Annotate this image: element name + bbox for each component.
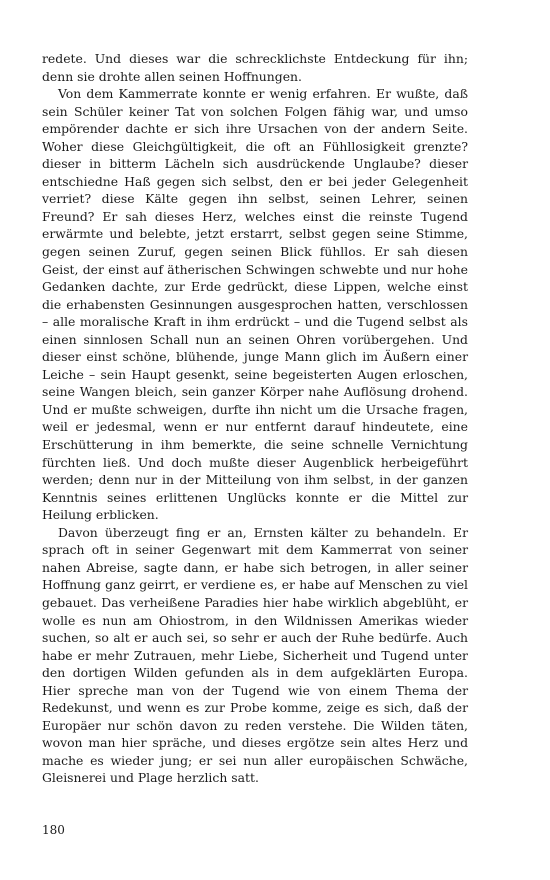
page-body — [42, 50, 468, 787]
paragraph-kammerrate: Von dem Kammerrate konnte er wenig erfahren. Er wußte, daß sein Schüler keiner Tat von solchen Folgen fähig war, und umso empörender dachte er sich ihre Ursachen von der andern Seite. Woher diese Gleichgültigkeit, die oft an Fühllosigkeit grenzte? dieser in bitterm Lächeln sich ausdrückende Unglaube? dieser entschiedne Haß gegen sich selbst, den er bei jeder Gelegenheit verriet? diese Kälte gegen ihn selbst, seinen Lehrer, seinen Freund? Er sah dieses Herz, welches einst die reinste Tugend erwärmte und belebte, jetzt erstarrt, selbst gegen seine Stimme, gegen seinen Zuruf, gegen seinen Blick fühllos. Er sah diesen Geist, der einst auf ätherischen Schwingen schwebte und nur hohe Gedanken dachte, zur Erde gedrückt, diese Lippen, welche einst die erhabensten Gesinnungen ausgesprochen hatten, verschlossen – alle moralische Kraft in ihm erdrückt – und die Tugend selbst als einen sinnlosen Schall nun an seinen Ohren vorübergehen. Und dieser einst schöne, blühende, junge Mann glich im Äußern einer Leiche – sein Haupt gesenkt, seine begeisterten Augen erloschen, seine Wangen bleich, sein ganzer Körper nahe Auflösung drohend. Und er mußte schweigen, durfte ihn nicht um die Ursache fragen, weil er jedesmal, wenn er nur entfernt darauf hindeutete, eine Erschütterung in ihm bemerkte, die seine schnelle Vernichtung fürchten ließ. Und doch mußte dieser Augenblick herbeigeführt werden; denn nur in der Mitteilung von ihm selbst, in der ganzen Kenntnis seines erlittenen Unglücks konnte er die Mittel zur Heilung erblicken. — [42, 86, 468, 523]
paragraph-continuation: redete. Und dieses war die schrecklichste Entdeckung für ihn; denn sie drohte allen seinen Hoffnungen. — [42, 51, 468, 84]
paragraph-ernsten: Davon überzeugt fing er an, Ernsten kälter zu behandeln. Er sprach oft in seiner Gegenwart mit dem Kammerrat von seiner nahen Abreise, sagte dann, er habe sich betrogen, in aller seiner Hoffnung ganz geirrt, er verdiene es, er habe auf Menschen zu viel gebauet. Das verheißene Paradies hier habe wirklich abgeblüht, er wolle es nun am Ohiostrom, in den Wildnissen Amerikas wieder suchen, so alt er auch sei, so sehr er auch der Ruhe bedürfe. Auch habe er mehr Zutrauen, mehr Liebe, Sicherheit und Tugend unter den dortigen Wilden gefunden als in dem aufgeklärten Europa. Hier spreche man von der Tugend wie von einem Thema der Redekunst, und wenn es zur Probe komme, zeige es sich, daß der Europäer nur schön davon zu reden verstehe. Die Wilden täten, wovon man hier spräche, und dieses ergötze sein altes Herz und mache es wieder jung; er sei nun aller europäischen Schwäche, Gleisnerei und Plage herzlich satt. — [42, 524, 468, 786]
page-number: 180 — [42, 823, 65, 837]
